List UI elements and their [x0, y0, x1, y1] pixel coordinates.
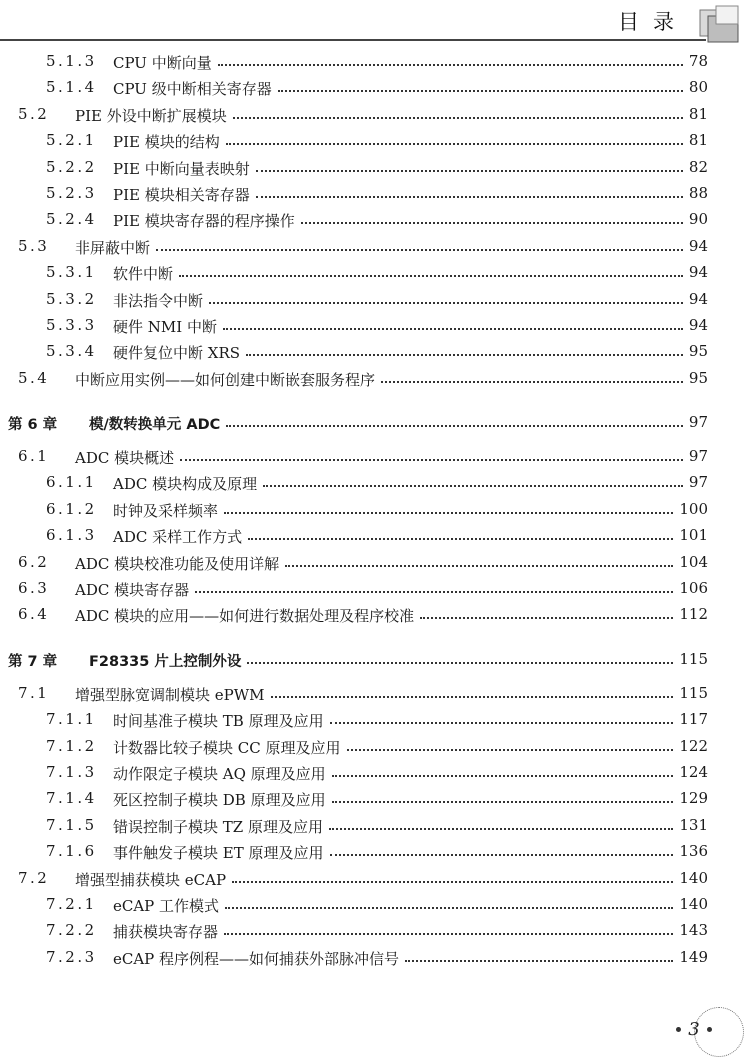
dot-leader [224, 512, 673, 514]
toc-entry-row [0, 575, 750, 601]
toc-entry-title: PIE 模块相关寄存器 [113, 184, 254, 205]
toc-entry-page: 97 [685, 447, 708, 465]
toc-entry-page: 100 [675, 500, 708, 518]
toc-entry-page: 115 [675, 684, 708, 702]
dot-leader [278, 90, 683, 92]
dot-leader [218, 64, 683, 66]
toc-entry-row [0, 891, 750, 917]
toc-entry-title: ADC 模块校准功能及使用详解 [75, 553, 283, 574]
toc-entry-title: PIE 外设中断扩展模块 [75, 105, 231, 126]
dot-leader [332, 775, 674, 777]
chapter-spacer [0, 628, 750, 642]
toc-entry-number: 5.2.1 [46, 131, 97, 150]
toc-entry-number: 5.1.3 [46, 52, 97, 70]
toc-entry-page: 129 [675, 789, 708, 807]
toc-entry-row [0, 74, 750, 100]
toc-entry-number: 6.1 [18, 447, 50, 466]
toc-entry-number: 5.2.4 [46, 210, 97, 229]
dot-leader [224, 933, 673, 935]
toc-entry-row [0, 312, 750, 338]
toc-entry-number: 7.2.3 [46, 947, 97, 966]
toc-entry-title: ADC 模块概述 [75, 447, 178, 468]
dot-icon [676, 1027, 681, 1032]
dot-leader [233, 117, 683, 119]
toc-entry-page: 88 [685, 184, 708, 202]
toc-entry-title: 时间基准子模块 TB 原理及应用 [113, 710, 328, 731]
dot-leader [223, 328, 683, 330]
toc-entry-page: 104 [675, 553, 708, 571]
dot-leader [248, 538, 673, 540]
toc-entry-title: 软件中断 [113, 263, 177, 284]
toc-entry-title: 事件触发子模块 ET 原理及应用 [113, 842, 328, 863]
toc-entry-number: 7.1.1 [46, 710, 97, 729]
toc-entry-page: 140 [675, 869, 708, 887]
dot-leader [209, 302, 683, 304]
toc-entry-row [0, 733, 750, 759]
toc-entry-page: 80 [685, 78, 708, 96]
toc-entry-title: 非屏蔽中断 [75, 237, 154, 258]
toc-entry-title: F28335 片上控制外设 [89, 650, 245, 671]
toc-entry-number: 7.2 [18, 868, 50, 887]
toc-entry-row [0, 680, 750, 706]
page-number-badge [662, 1017, 726, 1041]
toc-entry-number: 5.2.3 [46, 183, 97, 202]
toc-entry-page: 94 [685, 237, 708, 255]
toc-entry-title: ADC 采样工作方式 [113, 526, 246, 547]
toc-entry-title: 时钟及采样频率 [113, 500, 222, 521]
toc-entry-page: 140 [675, 895, 708, 913]
toc-entry-title: 非法指令中断 [113, 290, 207, 311]
toc-entry-page: 94 [685, 316, 708, 334]
dot-icon [707, 1027, 712, 1032]
toc-entry-number: 第 7 章 [8, 653, 58, 670]
toc-entry-title: 死区控制子模块 DB 原理及应用 [113, 789, 330, 810]
toc-entry-number: 5.2 [18, 104, 50, 123]
toc-entry-title: eCAP 工作模式 [113, 895, 223, 916]
toc-entry-title: ADC 模块的应用——如何进行数据处理及程序校准 [75, 605, 418, 626]
toc-entry-row [0, 259, 750, 285]
toc-entry-row [0, 601, 750, 627]
toc-entry-row [0, 101, 750, 127]
toc-entry-row [0, 233, 750, 259]
toc-entry-row [0, 365, 750, 391]
page-number: 3 [688, 1018, 700, 1040]
toc-entry-page: 95 [685, 369, 708, 387]
toc-entry-row [0, 48, 750, 74]
toc-entry-row [0, 706, 750, 732]
toc-entry-number: 5.3.4 [46, 342, 97, 361]
toc-entry-row [0, 522, 750, 548]
toc-entry-page: 136 [675, 842, 708, 860]
toc-entry-title: ADC 模块构成及原理 [113, 473, 261, 494]
toc-entry-number: 7.2.1 [46, 894, 97, 913]
dot-leader [381, 381, 683, 383]
dot-leader [247, 662, 673, 664]
table-of-contents [0, 48, 750, 970]
toc-entry-row [0, 127, 750, 153]
toc-entry-row [0, 180, 750, 206]
toc-entry-page: 106 [675, 579, 708, 597]
dot-leader [226, 143, 683, 145]
dot-leader [285, 565, 673, 567]
dot-leader [405, 960, 673, 962]
dot-leader [332, 801, 674, 803]
toc-entry-row [0, 469, 750, 495]
toc-entry-title: PIE 模块寄存器的程序操作 [113, 210, 299, 231]
toc-entry-title: CPU 中断向量 [113, 52, 216, 73]
toc-entry-row [0, 812, 750, 838]
toc-entry-title: 硬件复位中断 XRS [113, 342, 244, 363]
toc-entry-title: 增强型脉宽调制模块 ePWM [75, 684, 269, 705]
toc-entry-page: 124 [675, 763, 708, 781]
toc-entry-number: 7.1.6 [46, 842, 97, 861]
toc-entry-page: 101 [675, 526, 708, 544]
corner-decoration-icon [692, 4, 750, 44]
toc-entry-page: 94 [685, 290, 708, 308]
dot-leader [226, 425, 683, 427]
dot-leader [263, 485, 683, 487]
toc-entry-row [0, 838, 750, 864]
toc-entry-title: 中断应用实例——如何创建中断嵌套服务程序 [75, 369, 379, 390]
toc-entry-number: 6.1.1 [46, 473, 97, 492]
toc-entry-page: 117 [675, 710, 708, 728]
toc-entry-page: 97 [685, 473, 708, 491]
toc-chapter-row [0, 405, 750, 443]
toc-entry-page: 131 [675, 816, 708, 834]
toc-entry-title: 捕获模块寄存器 [113, 921, 222, 942]
toc-entry-row [0, 286, 750, 312]
dot-leader [180, 459, 683, 461]
toc-entry-title: 增强型捕获模块 eCAP [75, 869, 230, 890]
dot-leader [347, 749, 674, 751]
toc-entry-row [0, 865, 750, 891]
dot-leader [246, 354, 683, 356]
toc-entry-page: 78 [685, 52, 708, 70]
dot-leader [420, 617, 673, 619]
toc-entry-row [0, 338, 750, 364]
dot-leader [232, 881, 673, 883]
toc-entry-page: 95 [685, 342, 708, 360]
chapter-spacer [0, 391, 750, 405]
toc-entry-page: 115 [675, 650, 708, 668]
toc-entry-number: 5.2.2 [46, 157, 97, 176]
toc-entry-title: ADC 模块寄存器 [75, 579, 193, 600]
toc-entry-row [0, 759, 750, 785]
toc-entry-row [0, 549, 750, 575]
toc-entry-number: 7.1.3 [46, 762, 97, 781]
toc-entry-title: 计数器比较子模块 CC 原理及应用 [113, 737, 345, 758]
toc-entry-title: 硬件 NMI 中断 [113, 316, 221, 337]
toc-entry-number: 7.2.2 [46, 921, 97, 940]
toc-entry-page: 112 [675, 605, 708, 623]
toc-entry-number: 第 6 章 [8, 417, 58, 434]
dot-leader [256, 170, 683, 172]
toc-entry-page: 122 [675, 737, 708, 755]
toc-entry-number: 6.1.2 [46, 499, 97, 518]
toc-entry-title: PIE 中断向量表映射 [113, 158, 254, 179]
toc-entry-number: 7.1.2 [46, 736, 97, 755]
toc-entry-row [0, 443, 750, 469]
toc-entry-page: 97 [685, 413, 708, 431]
dot-leader [179, 275, 683, 277]
toc-entry-number: 6.3 [18, 579, 50, 598]
toc-entry-number: 5.3 [18, 236, 50, 255]
toc-entry-title: 动作限定子模块 AQ 原理及应用 [113, 763, 330, 784]
dot-leader [156, 249, 683, 251]
dot-leader [256, 196, 683, 198]
toc-entry-row [0, 206, 750, 232]
dot-leader [329, 828, 673, 830]
toc-entry-number: 5.3.2 [46, 289, 97, 308]
toc-entry-row [0, 944, 750, 970]
dot-leader [330, 722, 674, 724]
toc-entry-page: 81 [685, 131, 708, 149]
toc-entry-row [0, 496, 750, 522]
toc-entry-row [0, 154, 750, 180]
toc-entry-number: 7.1 [18, 683, 50, 702]
toc-entry-number: 5.3.1 [46, 263, 97, 282]
toc-entry-row [0, 785, 750, 811]
toc-entry-title: 错误控制子模块 TZ 原理及应用 [113, 816, 327, 837]
toc-entry-page: 94 [685, 263, 708, 281]
dot-leader [330, 854, 674, 856]
toc-chapter-row [0, 642, 750, 680]
toc-entry-page: 81 [685, 105, 708, 123]
toc-entry-title: CPU 级中断相关寄存器 [113, 78, 276, 99]
toc-entry-page: 143 [675, 921, 708, 939]
dot-leader [225, 907, 673, 909]
header-title: 目录 [618, 10, 688, 34]
toc-entry-page: 90 [685, 210, 708, 228]
toc-entry-number: 7.1.4 [46, 789, 97, 808]
dot-leader [301, 222, 683, 224]
toc-entry-page: 149 [675, 948, 708, 966]
toc-entry-number: 5.1.4 [46, 78, 97, 97]
toc-entry-row [0, 917, 750, 943]
toc-entry-number: 5.3.3 [46, 315, 97, 334]
header-rule [0, 39, 706, 41]
toc-entry-title: 模/数转换单元 ADC [89, 413, 224, 434]
toc-entry-title: eCAP 程序例程——如何捕获外部脉冲信号 [113, 948, 403, 969]
page-header [0, 0, 750, 44]
dot-leader [271, 696, 674, 698]
toc-entry-number: 6.1.3 [46, 526, 97, 545]
toc-entry-number: 6.4 [18, 605, 50, 624]
toc-entry-number: 5.4 [18, 368, 50, 387]
toc-entry-page: 82 [685, 158, 708, 176]
dot-leader [195, 591, 673, 593]
toc-entry-title: PIE 模块的结构 [113, 131, 224, 152]
toc-entry-number: 6.2 [18, 552, 50, 571]
toc-entry-number: 7.1.5 [46, 815, 97, 834]
